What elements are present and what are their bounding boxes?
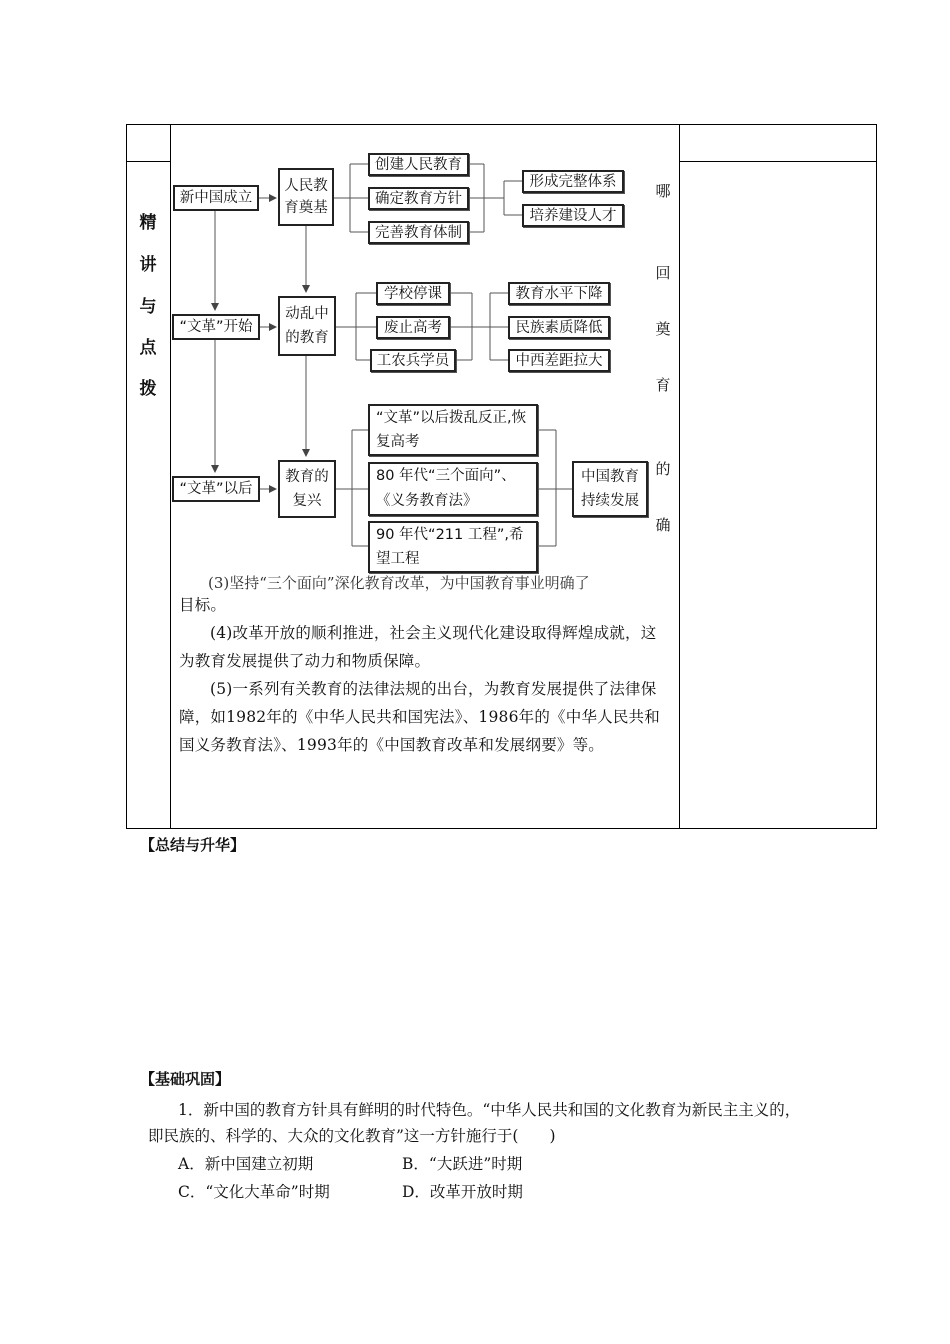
node-project-211: 90 年代“211 工程”,希望工程 — [368, 521, 538, 573]
paragraph-3-end: 目标。 — [179, 596, 227, 614]
right-edge-char: 哪 — [655, 182, 671, 200]
node-education-system: 完善教育体制 — [368, 221, 469, 244]
summary-heading: 【总结与升华】 — [140, 836, 246, 854]
node-education-decline: 教育水平下降 — [508, 282, 610, 305]
node-line: 育奠基 — [284, 200, 328, 216]
node-abolish-exam: 废止高考 — [376, 316, 450, 339]
node-education-turmoil — [278, 296, 336, 356]
paragraph-5: (5)一系列有关教育的法律法规的出台，为教育发展提供了法律保障，如1982年的《中华人民共和国宪法》、1986年的《中华人民共和国义务教育法》、1993年的《中国教育改革和发展纲要》等。 — [179, 680, 660, 754]
side-label-char: 与 — [139, 297, 157, 317]
node-education-policy: 确定教育方针 — [368, 187, 469, 210]
question-1-option-b: B．“大跃进”时期 — [402, 1155, 523, 1173]
node-create-people-education: 创建人民教育 — [368, 153, 469, 176]
node-education-foundation — [278, 168, 334, 226]
node-line: 中国教育 — [581, 469, 639, 485]
node-restore-exam: “文革”以后拨乱反正,恢复高考 — [368, 404, 538, 456]
node-sustained-development — [572, 461, 648, 517]
node-three-orientations: 80 年代“三个面向”、《义务教育法》 — [368, 462, 538, 516]
node-gap-widening: 中西差距拉大 — [508, 349, 610, 372]
node-worker-peasant-soldier-students: 工农兵学员 — [370, 349, 456, 372]
right-edge-char: 回 — [655, 264, 671, 282]
question-1-option-a: A．新中国建立初期 — [178, 1155, 314, 1173]
node-school-closure: 学校停课 — [376, 282, 450, 305]
node-line: 教育的 — [285, 469, 329, 485]
node-line: 持续发展 — [581, 493, 639, 509]
node-line: 动乱中 — [285, 306, 329, 322]
side-label-char: 精 — [139, 213, 157, 233]
question-1-stem: 1．新中国的教育方针具有鲜明的时代特色。“中华人民共和国的文化教育为新民主主义的，即民族的、科学的、大众的文化教育”这一方针施行于( ) — [148, 1101, 801, 1145]
node-line: 人民教 — [284, 178, 328, 194]
node-complete-system: 形成完整体系 — [522, 170, 624, 193]
side-label-char: 拨 — [139, 379, 157, 399]
node-train-talent: 培养建设人才 — [522, 204, 624, 227]
node-quality-decline: 民族素质降低 — [508, 316, 610, 339]
node-line: 复兴 — [292, 493, 322, 509]
right-edge-char: 确 — [655, 516, 671, 534]
node-line: 的教育 — [285, 330, 329, 346]
paragraph-4: (4)改革开放的顺利推进，社会主义现代化建设取得辉煌成就，这为教育发展提供了动力和物质保障。 — [179, 624, 657, 670]
question-1-option-d: D．改革开放时期 — [402, 1183, 523, 1201]
right-edge-char: 奠 — [655, 320, 671, 338]
node-cultural-revolution-start: “文革”开始 — [172, 314, 260, 340]
side-label-char: 讲 — [139, 255, 157, 275]
question-1-option-c: C．“文化大革命”时期 — [178, 1183, 330, 1201]
node-after-cultural-revolution: “文革”以后 — [172, 476, 260, 502]
right-edge-char: 的 — [655, 460, 671, 478]
basics-heading: 【基础巩固】 — [140, 1070, 231, 1088]
right-edge-char: 育 — [655, 376, 671, 394]
node-founding: 新中国成立 — [173, 185, 259, 211]
clipped-text-line: (3)坚持“三个面向”深化教育改革，为中国教育事业明确了 — [208, 574, 590, 592]
node-education-revival — [278, 460, 336, 518]
side-label-char: 点 — [139, 338, 157, 358]
